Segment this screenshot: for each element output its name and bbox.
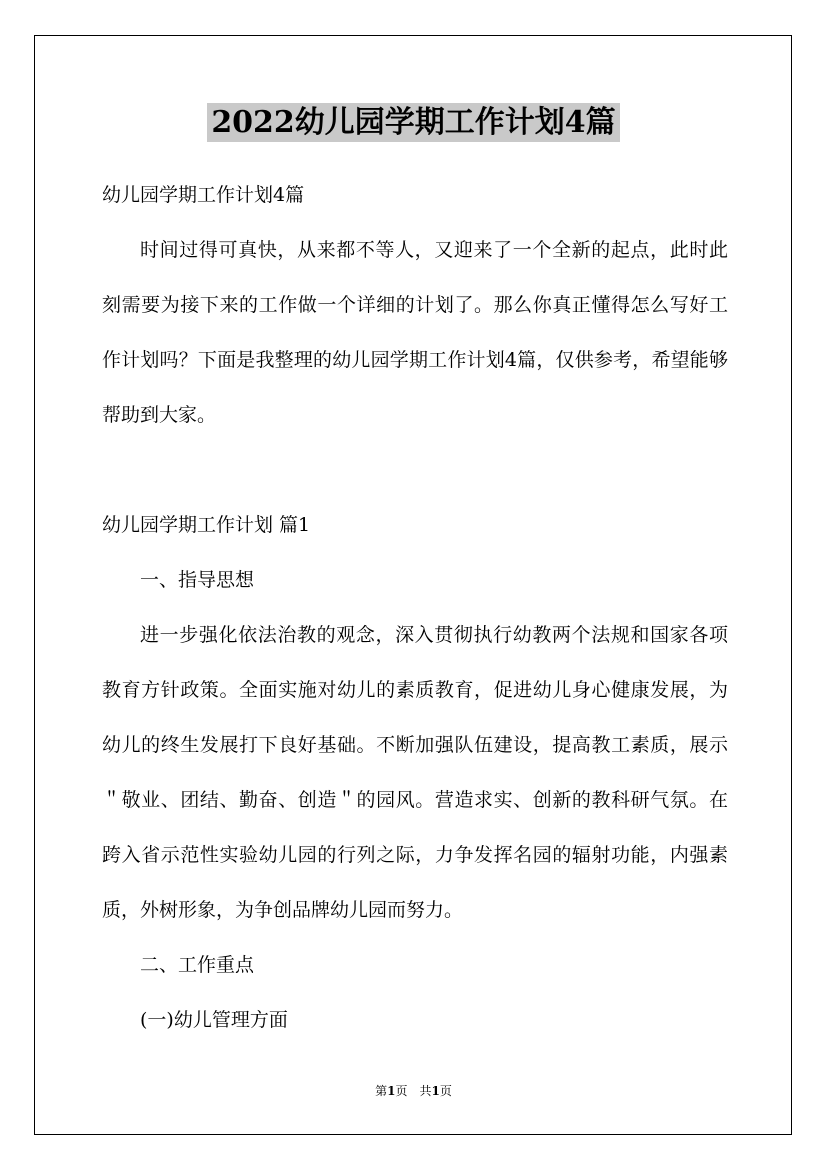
footer-page-suffix: 页 <box>439 1084 452 1098</box>
intro-paragraph: 时间过得可真快，从来都不等人，又迎来了一个全新的起点，此时此刻需要为接下来的工作做一个详细的计划了。那么你真正懂得怎么写好工作计划吗？下面是我整理的幼儿园学期工作计划4篇，仅供参考，希望能够帮助到大家。 <box>102 239 728 426</box>
footer-page-number: 1 <box>387 1084 396 1098</box>
document-body <box>102 168 728 1048</box>
paragraph-gap <box>102 443 728 498</box>
part-heading: 二、工作重点 <box>140 954 255 976</box>
sub-heading: (一)幼儿管理方面 <box>140 1009 288 1031</box>
section-heading: 幼儿园学期工作计划 篇1 <box>102 514 311 536</box>
footer-page-mid: 页 共 <box>395 1084 432 1098</box>
document-title-text: 2022幼儿园学期工作计划4篇 <box>207 103 619 142</box>
footer-total-pages: 1 <box>431 1084 440 1098</box>
document-subtitle: 幼儿园学期工作计划4篇 <box>102 184 305 206</box>
page-footer <box>0 1082 827 1100</box>
document-title <box>0 100 827 146</box>
part-heading: 一、指导思想 <box>140 569 255 591</box>
footer-page-prefix: 第 <box>375 1084 388 1098</box>
body-paragraph: 进一步强化依法治教的观念，深入贯彻执行幼教两个法规和国家各项教育方针政策。全面实施对幼儿的素质教育，促进幼儿身心健康发展，为幼儿的终生发展打下良好基础。不断加强队伍建设，提高教工素质，展示＂敬业、团结、勤奋、创造＂的园风。营造求实、创新的教科研气氛。在跨入省示范性实验幼儿园的行列之际，力争发挥名园的辐射功能，内强素质，外树形象，为争创品牌幼儿园而努力。 <box>102 624 728 921</box>
